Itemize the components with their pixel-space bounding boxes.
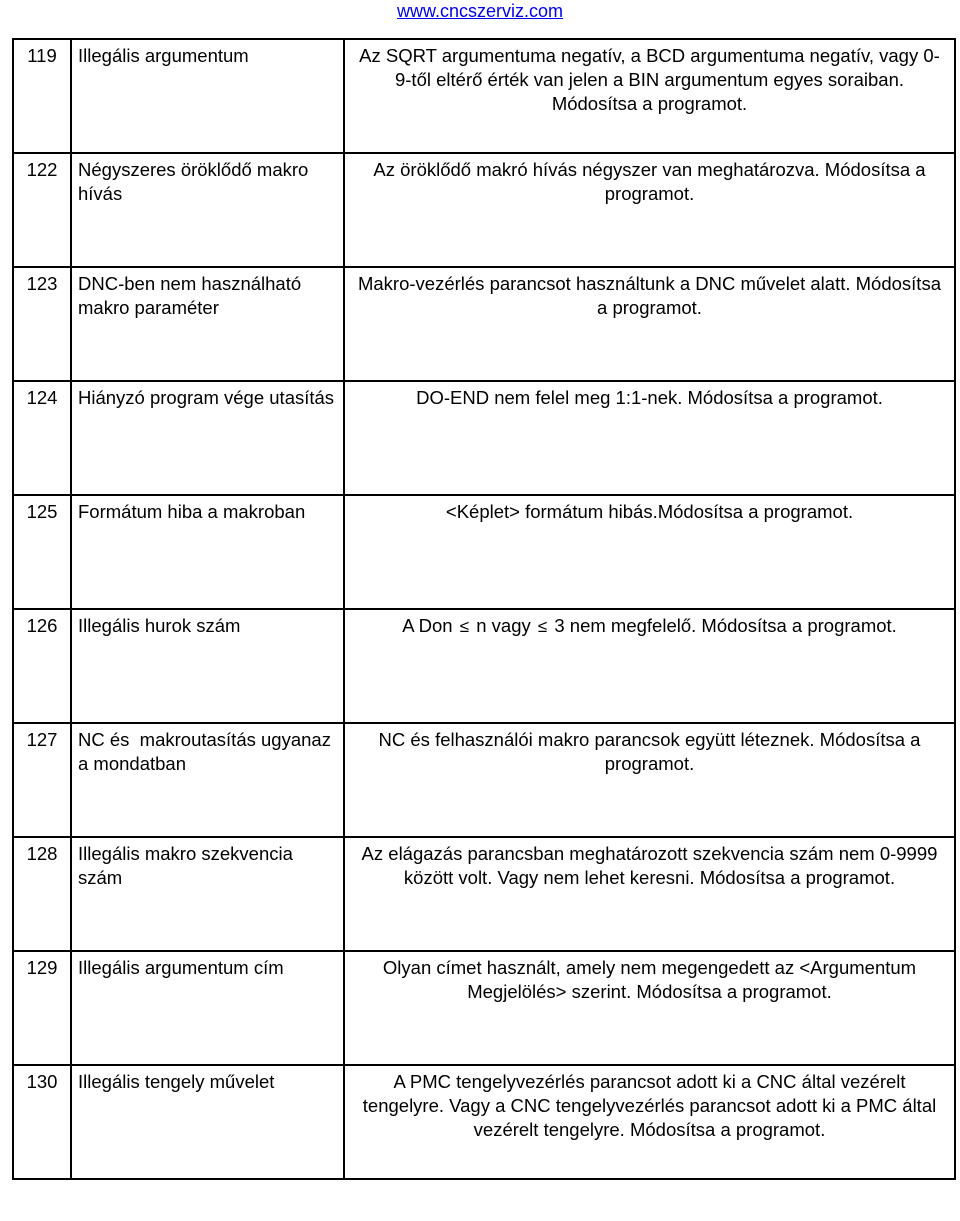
- description-text: n vagy: [476, 615, 531, 636]
- error-description: DO-END nem felel meg 1:1-nek. Módosítsa a programot.: [344, 381, 955, 495]
- error-description: [344, 609, 955, 723]
- description-text: A Don: [402, 615, 453, 636]
- error-name: Illegális argumentum cím: [71, 951, 344, 1065]
- error-name: NC és makroutasítás ugyanaz a mondatban: [71, 723, 344, 837]
- error-description: NC és felhasználói makro parancsok együtt léteznek. Módosítsa a programot.: [344, 723, 955, 837]
- error-description: A PMC tengelyvezérlés parancsot adott ki a CNC által vezérelt tengelyre. Vagy a CNC tengelyvezérlés parancsot adott ki a PMC által vezérelt tengelyre. Módosítsa a programot.: [344, 1065, 955, 1179]
- table-row: [13, 837, 955, 951]
- error-description: <Képlet> formátum hibás.Módosítsa a programot.: [344, 495, 955, 609]
- error-code: 124: [13, 381, 71, 495]
- table-row: [13, 153, 955, 267]
- less-equal-symbol: ≤: [537, 617, 548, 636]
- error-name: Illegális makro szekvencia szám: [71, 837, 344, 951]
- error-code: 126: [13, 609, 71, 723]
- error-description: Az SQRT argumentuma negatív, a BCD argumentuma negatív, vagy 0-9-től eltérő érték van jelen a BIN argumentum egyes soraiban. Módosítsa a programot.: [344, 39, 955, 153]
- table-row: [13, 609, 955, 723]
- table-row: [13, 951, 955, 1065]
- error-name: Formátum hiba a makroban: [71, 495, 344, 609]
- error-name: Négyszeres öröklődő makro hívás: [71, 153, 344, 267]
- error-code: 122: [13, 153, 71, 267]
- error-code: 123: [13, 267, 71, 381]
- less-equal-symbol: ≤: [459, 617, 470, 636]
- table-row: [13, 267, 955, 381]
- error-name: Illegális tengely művelet: [71, 1065, 344, 1179]
- error-description: Az öröklődő makró hívás négyszer van meghatározva. Módosítsa a programot.: [344, 153, 955, 267]
- error-code: 127: [13, 723, 71, 837]
- error-code: 125: [13, 495, 71, 609]
- error-table: [12, 38, 956, 1180]
- error-name: Hiányzó program vége utasítás: [71, 381, 344, 495]
- error-description: Az elágazás parancsban meghatározott szekvencia szám nem 0-9999 között volt. Vagy nem lehet keresni. Módosítsa a programot.: [344, 837, 955, 951]
- site-link[interactable]: www.cncszerviz.com: [396, 1, 564, 21]
- error-name: Illegális argumentum: [71, 39, 344, 153]
- error-name: Illegális hurok szám: [71, 609, 344, 723]
- error-description: Makro-vezérlés parancsot használtunk a DNC művelet alatt. Módosítsa a programot.: [344, 267, 955, 381]
- error-code: 130: [13, 1065, 71, 1179]
- error-code: 128: [13, 837, 71, 951]
- table-row: [13, 1065, 955, 1179]
- table-row: [13, 723, 955, 837]
- error-code: 129: [13, 951, 71, 1065]
- error-name: DNC-ben nem használható makro paraméter: [71, 267, 344, 381]
- error-description: Olyan címet használt, amely nem megengedett az <Argumentum Megjelölés> szerint. Módosítsa a programot.: [344, 951, 955, 1065]
- table-row: [13, 39, 955, 153]
- table-row: [13, 381, 955, 495]
- description-text: 3 nem megfelelő. Módosítsa a programot.: [554, 615, 897, 636]
- error-code: 119: [13, 39, 71, 153]
- table-row: [13, 495, 955, 609]
